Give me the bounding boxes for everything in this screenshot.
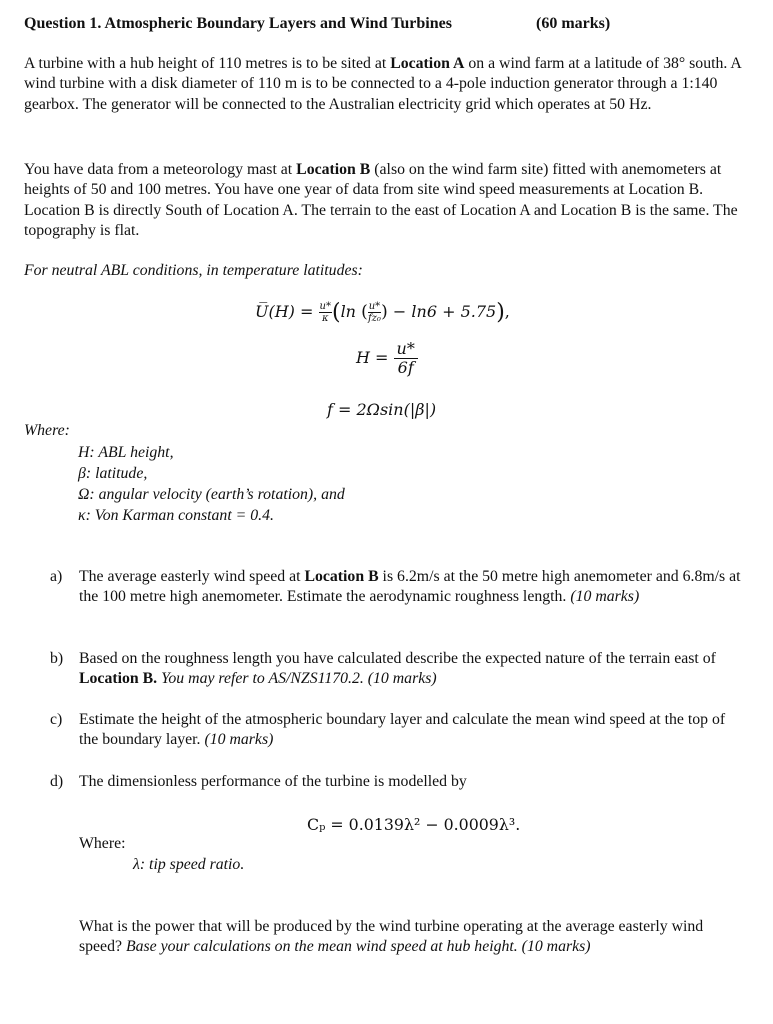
eq1-inner-num: u*: [368, 301, 381, 312]
para1-text-2: on a wind farm at a latitude of 38° south. A wind turbine with a disk diameter of 110 m is to be connected to a 4-pole induction generator through a 1:140 gearbox. The generator will be connected to the Australian electricity grid which operates at 50 Hz.: [24, 55, 741, 113]
question-a-text-2: is 6.2m/s at the 50 metre high anemometer and 6.8m/s at the 100 metre high anemometer. Estimate the aerodynamic roughness length.: [79, 568, 741, 606]
question-d-where-label: Where:: [79, 835, 126, 852]
question-b-text: [79, 649, 746, 690]
question-b-text-1: Based on the roughness length you have calculated describe the expected nature of the terrain east of: [79, 650, 716, 667]
question-c-text-1: Estimate the height of the atmospheric boundary layer and calculate the mean wind speed at the top of the boundary layer.: [79, 711, 726, 749]
eq1-tail: − ln6 + 5.75: [392, 302, 497, 321]
definitions-list: [78, 442, 345, 526]
question-a-text-1: The average easterly wind speed at: [79, 568, 305, 585]
question-a-marks: (10 marks): [570, 588, 640, 606]
question-d-final-italic: Base your calculations on the mean wind speed at hub height. (10 marks): [125, 938, 591, 956]
definition-von-karman: κ: Von Karman constant = 0.4.: [78, 507, 274, 524]
question-c-label: c): [50, 711, 63, 728]
question-a-label: a): [50, 568, 63, 585]
para2-bold-location-b: Location B: [296, 161, 371, 178]
question-c-marks: (10 marks): [204, 731, 274, 749]
equation-wind-speed-profile: U̅(H) = $\frac{u*}{\kappa}$ (ln ( $\frac{u*}{\text{fz₀}}$ ) − ln6 + 5.75),: [255, 300, 510, 325]
definition-tip-speed-ratio: λ: tip speed ratio.: [133, 856, 245, 873]
question-c-text: [79, 710, 746, 751]
question-d-final-text: What is the power that will be produced by the wind turbine operating at the average easterly wind speed?: [79, 918, 704, 956]
eq1-frac-den: κ: [321, 313, 329, 324]
paragraph-location-b: [24, 160, 746, 242]
eq1-inner-fraction: [368, 301, 381, 324]
question-a-bold: Location B: [304, 568, 379, 585]
definition-abl-height: H: ABL height,: [78, 444, 174, 461]
eq1-end: ,: [504, 302, 510, 321]
eq1-lhs: U̅(H) =: [255, 302, 314, 321]
para1-bold-location-a: Location A: [390, 55, 465, 72]
question-a-text: [79, 567, 746, 608]
eq2-den: 6f: [397, 358, 414, 377]
question-b-italic: You may refer to AS/NZS1170.2. (10 marks): [157, 670, 437, 688]
question-title: Question 1. Atmospheric Boundary Layers and Wind Turbines: [24, 15, 452, 32]
para1-text-1: A turbine with a hub height of 110 metres is to be sited at: [24, 55, 391, 72]
eq1-frac-num: u*: [319, 301, 331, 312]
eq2-fraction: [394, 340, 418, 377]
paragraph-location-a: [24, 54, 746, 115]
question-d-label: d): [50, 773, 64, 790]
para2-text-1: You have data from a meteorology mast at: [24, 161, 297, 178]
question-d-text: The dimensionless performance of the turbine is modelled by: [79, 773, 467, 790]
eq2-lhs: H =: [356, 348, 389, 367]
para2-text-2: (also on the wind farm site) fitted with anemometers at heights of 50 and 100 metres. You have one year of data from site wind speed measurements at Location B. Location B is directly South of Location A. The terrain to the east of Location A and Location B is the same. The topography is flat.: [24, 161, 738, 240]
eq2-num: u*: [394, 340, 418, 359]
eq1-ln: ln: [340, 302, 356, 321]
where-label: Where:: [24, 422, 70, 439]
question-d-final-prompt: [79, 917, 719, 958]
abl-conditions-intro: For neutral ABL conditions, in temperature latitudes:: [24, 262, 363, 279]
question-b-label: b): [50, 650, 64, 667]
equation-abl-height: [356, 340, 418, 377]
eq1-inner-den: fz₀: [367, 313, 381, 324]
definition-latitude: β: latitude,: [78, 465, 148, 482]
equation-coriolis: f = 2Ωsin(|β|): [327, 400, 437, 419]
equation-power-coefficient: Cₚ = 0.0139λ² − 0.0009λ³.: [307, 815, 521, 834]
question-b-bold: Location B.: [79, 670, 158, 688]
definition-angular-velocity: Ω: angular velocity (earth’s rotation), and: [78, 486, 345, 503]
eq1-fraction-u-kappa: [319, 301, 332, 324]
question-marks: (60 marks): [536, 15, 611, 32]
